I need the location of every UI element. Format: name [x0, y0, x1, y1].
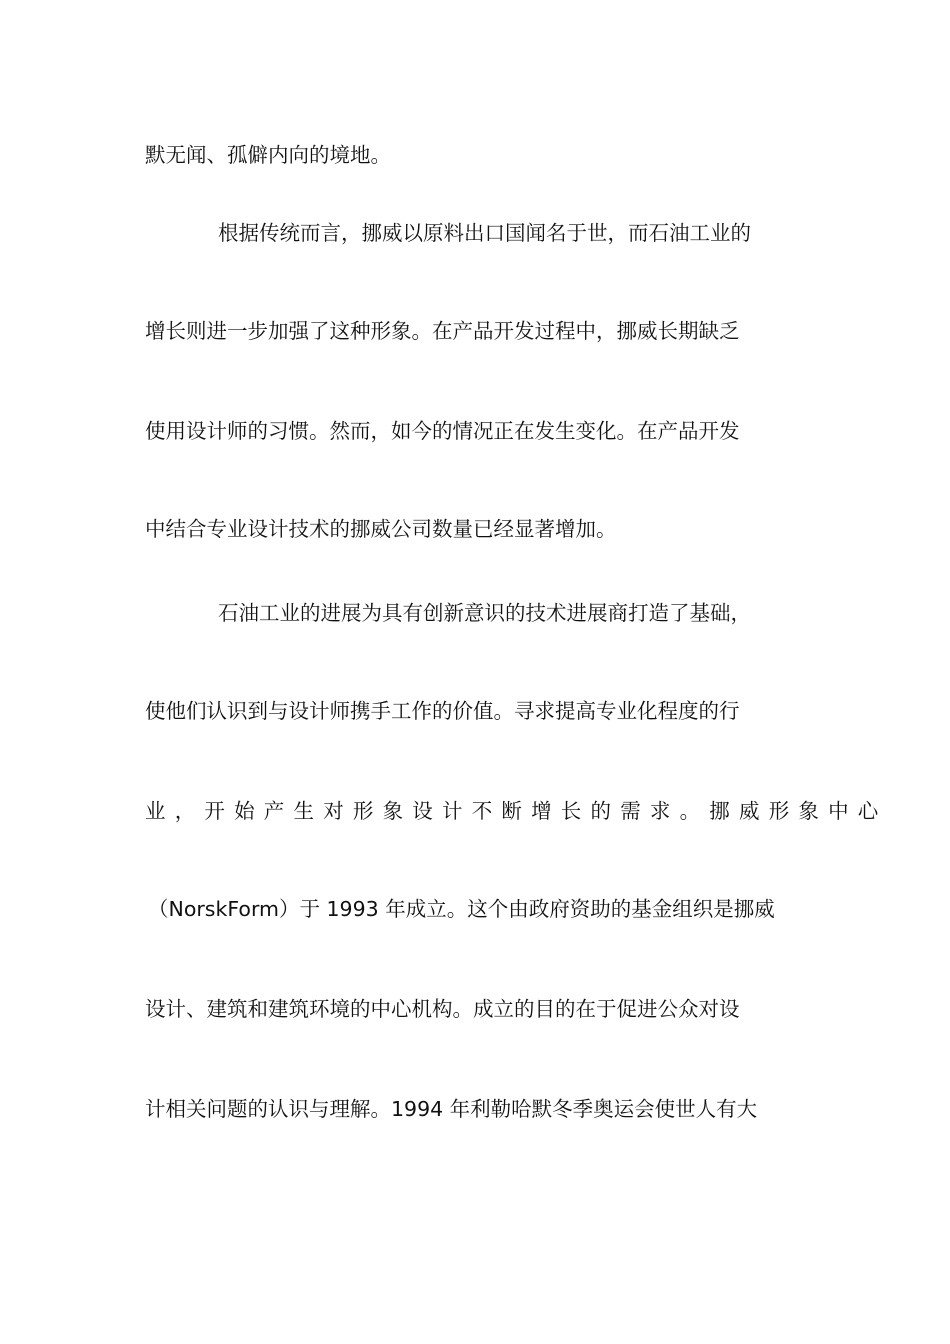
text-line-9: （NorskForm）于 1993 年成立。这个由政府资助的基金组织是挪威	[148, 897, 775, 921]
text-line-3: 增长则进一步加强了这种形象。在产品开发过程中，挪威长期缺乏	[145, 319, 740, 343]
text-line-11: 计相关问题的认识与理解。1994 年利勒哈默冬季奥运会使世人有大	[145, 1097, 758, 1121]
text-line-8: 业，开始产生对形象设计不断增长的需求。挪威形象中心	[145, 799, 888, 823]
text-line-7: 使他们认识到与设计师携手工作的价值。寻求提高专业化程度的行	[145, 699, 740, 723]
text-line-10: 设计、建筑和建筑环境的中心机构。成立的目的在于促进公众对设	[145, 997, 740, 1021]
text-line-6: 石油工业的进展为具有创新意识的技术进展商打造了基础，	[218, 601, 751, 625]
text-line-1: 默无闻、孤僻内向的境地。	[145, 143, 391, 167]
text-line-4: 使用设计师的习惯。然而，如今的情况正在发生变化。在产品开发	[145, 419, 740, 443]
text-line-5: 中结合专业设计技术的挪威公司数量已经显著增加。	[145, 517, 617, 541]
text-line-2: 根据传统而言，挪威以原料出口国闻名于世，而石油工业的	[218, 221, 751, 245]
